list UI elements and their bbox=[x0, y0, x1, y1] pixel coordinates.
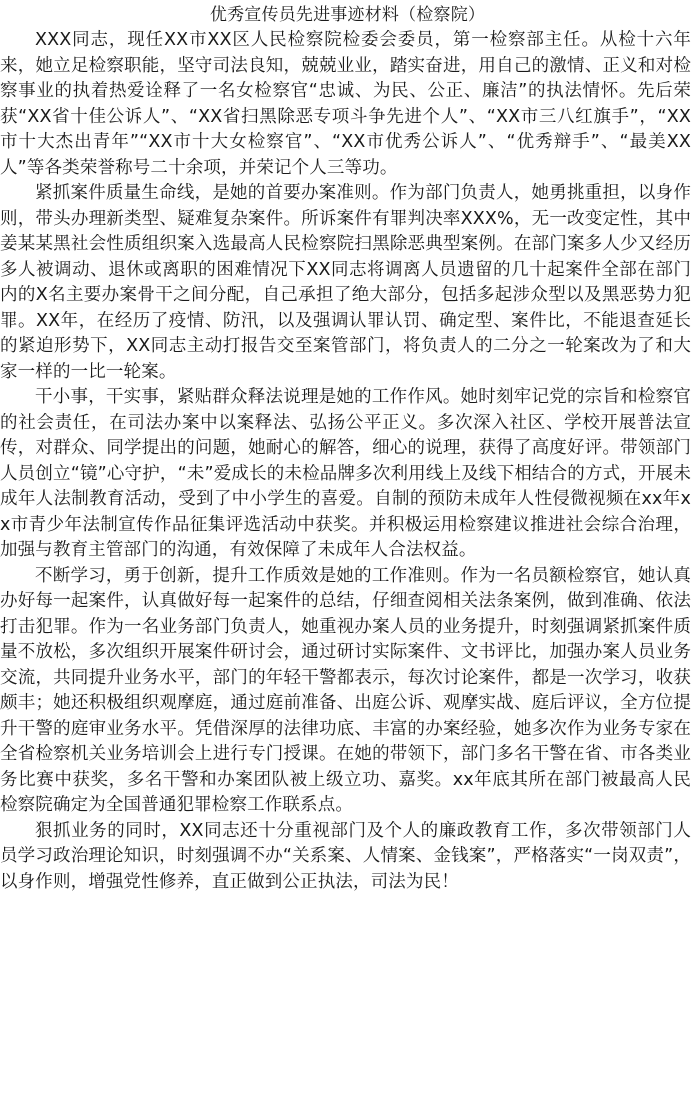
document-title: 优秀宣传员先进事迹材料（检察院） bbox=[209, 5, 486, 25]
paragraph-learning-innovation: 不断学习，勇于创新，提升工作质效是她的工作准则。作为一名员额检察官，她认真办好每一起案件，认真做好每一起案件的总结，仔细查阅相关法条案例，做到准确、依法打击犯罪。作为一名业务部门负责人，她重视办案人员的业务提升，时刻强调紧抓案件质量不放松，多次组织开展案件研讨会，通过研讨实际案件、文书评比，加强办案人员业务交流，共同提升业务水平，部门的年轻干警都表示，每次讨论案件，都是一次学习，收获颇丰；她还积极组织观摩庭，通过庭前准备、出庭公诉、观摩实战、庭后评议，全方位提升干警的庭审业务水平。凭借深厚的法律功底、丰富的办案经验，她多次作为业务专家在全省检察机关业务培训会上进行专门授课。在她的带领下，部门多名干警在省、市各类业务比赛中获奖，多名干警和办案团队被上级立功、嘉奖。xx年底其所在部门被最高人民检察院确定为全国普通犯罪检察工作联系点。 bbox=[0, 565, 691, 815]
paragraph-case-quality: 紧抓案件质量生命线，是她的首要办案准则。作为部门负责人，她勇挑重担，以身作则，带头办理新类型、疑难复杂案件。所诉案件有罪判决率XXX%，无一改变定性，其中姜某某黑社会性质组织案入选最高人民检察院扫黑除恶典型案例。在部门案多人少又经历多人被调动、退休或离职的困难情况下XX同志将调离人员遗留的几十起案件全部在部门内的X名主要办案骨干之间分配，自己承担了绝大部分，包括多起涉众型以及黑恶势力犯罪。XX年，在经历了疫情、防汛，以及强调认罪认罚、确定型、案件比，不能退查延长的紧迫形势下，XX同志主动打报告交至案管部门，将负责人的二分之一轮案改为了和大家一样的一比一轮案。 bbox=[0, 183, 691, 382]
paragraph-public-outreach: 干小事，干实事，紧贴群众释法说理是她的工作作风。她时刻牢记党的宗旨和检察官的社会责任，在司法办案中以案释法、弘扬公平正义。多次深入社区、学校开展普法宣传，对群众、同学提出的问题，她耐心的解答，细心的说理，获得了高度好评。带领部门人员创立“镜”心守护，“未”爱成长的未检品牌多次利用线上及线下相结合的方式，开展未成年人法制教育活动，受到了中小学生的喜爱。自制的预防未成年人性侵微视频在xx年xx市青少年法制宣传作品征集评选活动中获奖。并积极运用检察建议推进社会综合治理，加强与教育主管部门的沟通，有效保障了未成年人合法权益。 bbox=[0, 387, 691, 560]
paragraph-integrity: 狠抓业务的同时，XX同志还十分重视部门及个人的廉政教育工作，多次带领部门人员学习政治理论知识，时刻强调不办“关系案、人情案、金钱案”，严格落实“一岗双责”，以身作则，增强党性修养，直正做到公正执法，司法为民！ bbox=[0, 820, 691, 892]
paragraph-intro: XXX同志，现任XX市XX区人民检察院检委会委员，第一检察部主任。从检十六年来，她立足检察职能，坚守司法良知，兢兢业业，踏实奋进，用自己的激情、正义和对检察事业的执着热爱诠释了一名女检察官“忠诚、为民、公正、廉洁”的执法情怀。先后荣获“XX省十佳公诉人”、“XX省扫黑除恶专项斗争先进个人”、“XX市三八红旗手”，“XX市十大杰出青年”“XX市十大女检察官”、“XX市优秀公诉人”、“优秀辩手”、“最美XX人”等各类荣誉称号二十余项，并荣记个人三等功。 bbox=[0, 30, 691, 178]
